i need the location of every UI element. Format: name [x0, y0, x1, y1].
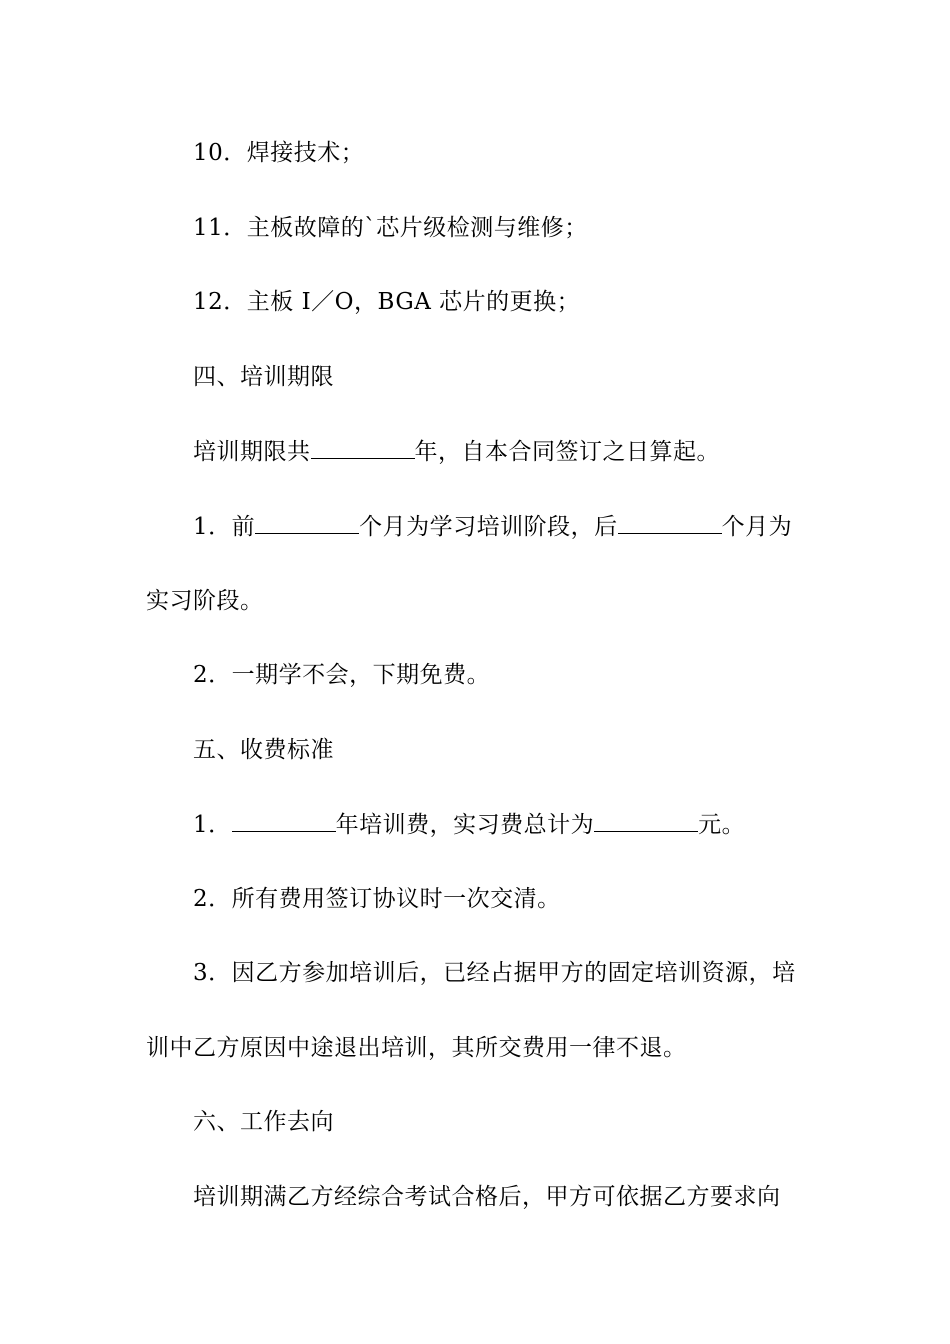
fill-blank-study-months[interactable]: [255, 511, 359, 534]
list-item-welding: [146, 138, 863, 168]
line-text: 11．主板故障的`芯片级检测与维修；: [193, 215, 588, 241]
line-text: 训中乙方原因中途退出培训，其所交费用一律不退。: [146, 1035, 687, 1061]
fill-blank-fee-amount[interactable]: [594, 809, 698, 832]
text-part: 年，自本合同签订之日算起。: [414, 439, 720, 465]
line-text: 3．因乙方参加培训后，已经占据甲方的固定培训资源，培: [193, 960, 796, 986]
line-text: 12．主板 I／O，BGA 芯片的更换；: [193, 289, 581, 315]
list-item-fee-total: [146, 809, 863, 840]
paragraph-employment: [146, 1182, 863, 1212]
paragraph-continuation: [146, 1033, 816, 1063]
fill-blank-years[interactable]: [311, 436, 415, 459]
line-text: 2．一期学不会，下期免费。: [193, 662, 491, 688]
paragraph-training-duration: [146, 436, 863, 467]
list-item-payment: [146, 884, 863, 914]
text-part: 元。: [698, 812, 746, 838]
fill-blank-internship-months[interactable]: [618, 511, 722, 534]
list-item-bga: [146, 287, 863, 317]
heading-text: 五、收费标准: [193, 737, 334, 763]
heading-text: 四、培训期限: [193, 364, 334, 390]
section-heading-training-period: [146, 362, 863, 392]
line-text: 实习阶段。: [146, 588, 264, 614]
text-part: 培训期限共: [193, 439, 311, 465]
text-part: 年培训费，实习费总计为: [335, 812, 595, 838]
fill-blank-fee-years[interactable]: [232, 809, 336, 832]
text-part: 1．前: [193, 514, 256, 540]
line-text: 10．焊接技术；: [193, 140, 365, 166]
paragraph-continuation: [146, 586, 816, 616]
text-part: 个月为: [721, 514, 793, 540]
list-item-no-refund: [146, 958, 863, 988]
section-heading-fees: [146, 735, 863, 765]
text-part: 1．: [193, 812, 232, 838]
list-item-stages: [146, 511, 863, 542]
heading-text: 六、工作去向: [193, 1109, 334, 1135]
section-heading-employment: [146, 1107, 863, 1137]
list-item-chip-repair: [146, 213, 863, 243]
line-text: 2．所有费用签订协议时一次交清。: [193, 886, 561, 912]
list-item-free-retake: [146, 660, 863, 690]
text-part: 个月为学习培训阶段，后: [359, 514, 618, 540]
line-text: 培训期满乙方经综合考试合格后，甲方可依据乙方要求向: [193, 1184, 781, 1210]
